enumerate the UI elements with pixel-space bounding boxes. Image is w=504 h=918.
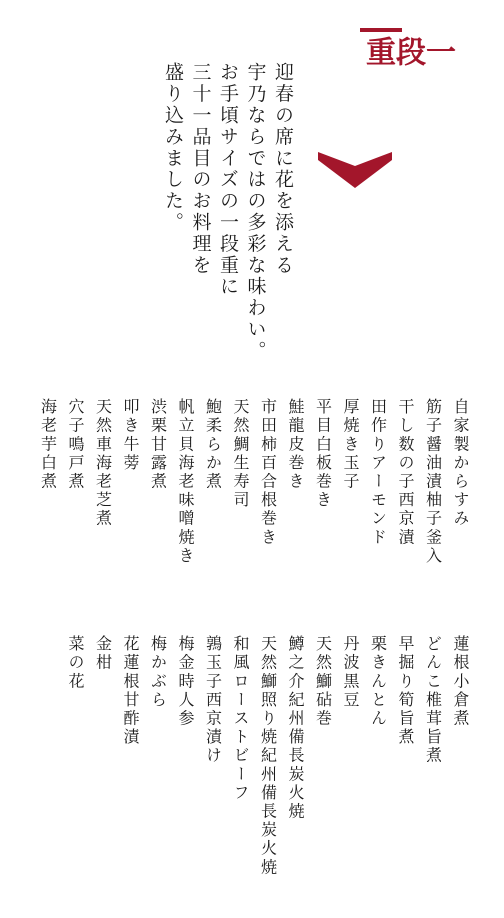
menu-item: 金柑 — [93, 635, 113, 673]
menu-item: 海老芋白煮 — [38, 398, 58, 491]
intro-line: 宇乃ならではの多彩な味わい。 — [244, 62, 267, 362]
menu-item: 筋子醤油漬柚子釜入 — [423, 398, 443, 566]
menu-item: 叩き牛蒡 — [121, 398, 140, 473]
menu-item: 鶉玉子西京漬け — [203, 635, 223, 766]
menu-item: 穴子鳴戸煮 — [66, 398, 85, 491]
menu-item: 和風ローストビーフ — [231, 635, 250, 803]
menu-item: 花蓮根甘酢漬 — [121, 635, 140, 747]
menu-item: 天然鰤照り焼紀州備長炭火焼 — [258, 635, 278, 877]
menu-item: 菜の花 — [66, 635, 85, 691]
menu-item: 厚焼き玉子 — [341, 398, 360, 491]
page-title: 一段重 — [360, 36, 455, 80]
menu-item: どんこ椎茸旨煮 — [423, 635, 443, 766]
menu-item: 自家製からすみ — [451, 398, 470, 529]
menu-item: 鮭龍皮巻き — [286, 398, 305, 491]
menu-item: 天然鯛生寿司 — [231, 398, 250, 510]
menu-item: 渋栗甘露煮 — [148, 398, 168, 491]
intro-line: 三十一品目のお料理を — [189, 62, 212, 276]
menu-item: 鱒之介紀州備長炭火焼 — [286, 635, 305, 821]
menu-item: 栗きんとん — [368, 635, 388, 728]
menu-item: 田作りアーモンド — [368, 398, 388, 547]
chevron-down-icon — [318, 152, 392, 188]
title-top-rule — [356, 28, 406, 34]
menu-item: 天然車海老芝煮 — [93, 398, 113, 529]
menu-item: 鮑柔らか煮 — [203, 398, 223, 491]
menu-list-2 — [62, 635, 475, 915]
menu-item: 市田柿百合根巻き — [258, 398, 278, 547]
menu-item: 梅金時人参 — [176, 635, 195, 728]
menu-item: 天然鰤砧巻 — [313, 635, 333, 728]
menu-list-1 — [34, 398, 474, 588]
menu-item: 干し数の子西京漬 — [396, 398, 415, 547]
menu-item: 蓮根小倉煮 — [451, 635, 470, 728]
intro-line: 盛り込みました。 — [162, 62, 184, 234]
menu-item: 梅かぶら — [148, 635, 168, 710]
intro-text — [159, 62, 297, 362]
intro-line: 迎春の席に花を添える — [272, 62, 294, 276]
menu-item: 帆立貝海老味噌焼き — [176, 398, 195, 566]
menu-item: 丹波黒豆 — [341, 635, 360, 710]
menu-item: 早掘り筍旨煮 — [396, 635, 415, 747]
menu-item: 平目白板巻き — [313, 398, 333, 510]
intro-line: お手頃サイズの一段重に — [217, 62, 239, 298]
